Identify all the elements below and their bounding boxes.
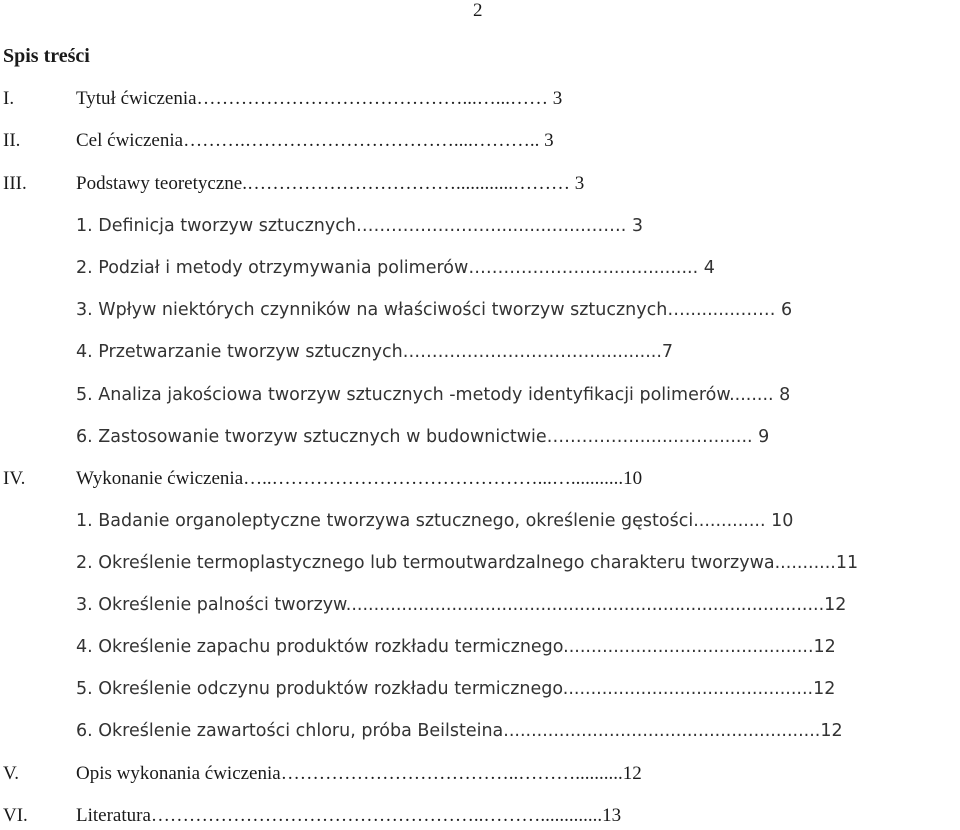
toc-entry[interactable] — [0, 549, 960, 577]
toc-entry-text: 6. Zastosowanie tworzyw sztucznych w budownictwie……………........……....... 9 — [76, 427, 770, 447]
toc-entry-number: II. — [3, 130, 21, 151]
toc-entry-number: V. — [3, 763, 20, 784]
toc-entry-text: 3. Wpływ niektórych czynników na właściwości tworzyw sztucznych…..........…… 6 — [76, 300, 793, 320]
toc-heading: Spis treści — [3, 45, 90, 67]
toc-entry-number: VI. — [3, 805, 28, 826]
toc-entry[interactable] — [0, 381, 960, 409]
toc-entry[interactable] — [0, 507, 960, 535]
toc-entry-text: 2. Określenie termoplastycznego lub termoutwardzalnego charakteru tworzywa...........11 — [76, 553, 859, 573]
toc-entry[interactable] — [0, 633, 960, 661]
toc-entry[interactable] — [0, 675, 960, 703]
toc-entry-text: 3. Określenie palności tworzyw......................................................................................12 — [76, 595, 847, 615]
page-number: 2 — [473, 0, 483, 21]
toc-entry[interactable] — [0, 338, 960, 366]
toc-entry-text: 1. Badanie organoleptyczne tworzywa sztucznego, określenie gęstości............. 10 — [76, 511, 794, 531]
toc-entry-text: 1. Definicja tworzyw sztucznych……………………..........…...……. 3 — [76, 216, 644, 236]
toc-entry[interactable] — [0, 591, 960, 619]
toc-entry-text: 4. Przetwarzanie tworzyw sztucznych……………………………............7 — [76, 342, 674, 362]
toc-entry[interactable] — [0, 465, 960, 493]
toc-entry-text: 2. Podział i metody otrzymywania polimerów……………………...….......... 4 — [76, 258, 715, 278]
toc-entry-text: Cel ćwiczenia……….……………………………....……….. 3 — [76, 130, 554, 151]
toc-entry[interactable] — [0, 802, 960, 830]
toc-entry-text: Literatura……………………………………………..……….............13 — [76, 805, 622, 826]
toc-entry[interactable] — [0, 760, 960, 788]
toc-entry-number: IV. — [3, 468, 26, 489]
toc-entry-text: 6. Określenie zawartości chloru, próba Beilsteina.........................................................12 — [76, 721, 843, 741]
toc-entry-text: 5. Analiza jakościowa tworzyw sztucznych -metody identyfikacji polimerów........ 8 — [76, 385, 791, 405]
toc-entry[interactable] — [0, 127, 960, 155]
toc-entry-text: Podstawy teoretyczne.……………………………............……… 3 — [76, 173, 585, 194]
toc-entry-text: Wykonanie ćwiczenia…..……………………………………...…...........10 — [76, 468, 643, 489]
toc-entry-text: 5. Określenie odczynu produktów rozkładu termicznego.............................................12 — [76, 679, 836, 699]
toc-entry-number: III. — [3, 173, 27, 194]
toc-entry-text: 4. Określenie zapachu produktów rozkładu termicznego.............................................12 — [76, 637, 836, 657]
toc-entry-text: Tytuł ćwiczenia……………………………………...…...…… 3 — [76, 88, 563, 109]
toc-entry-text: Opis wykonania ćwiczenia………………………………..………..........12 — [76, 763, 642, 784]
toc-entry-number: I. — [3, 88, 15, 109]
toc-entry[interactable] — [0, 717, 960, 745]
toc-entry[interactable] — [0, 212, 960, 240]
toc-entry[interactable] — [0, 170, 960, 198]
toc-entry[interactable] — [0, 423, 960, 451]
toc-entry[interactable] — [0, 296, 960, 324]
toc-entry[interactable] — [0, 254, 960, 282]
toc-entry[interactable] — [0, 85, 960, 113]
